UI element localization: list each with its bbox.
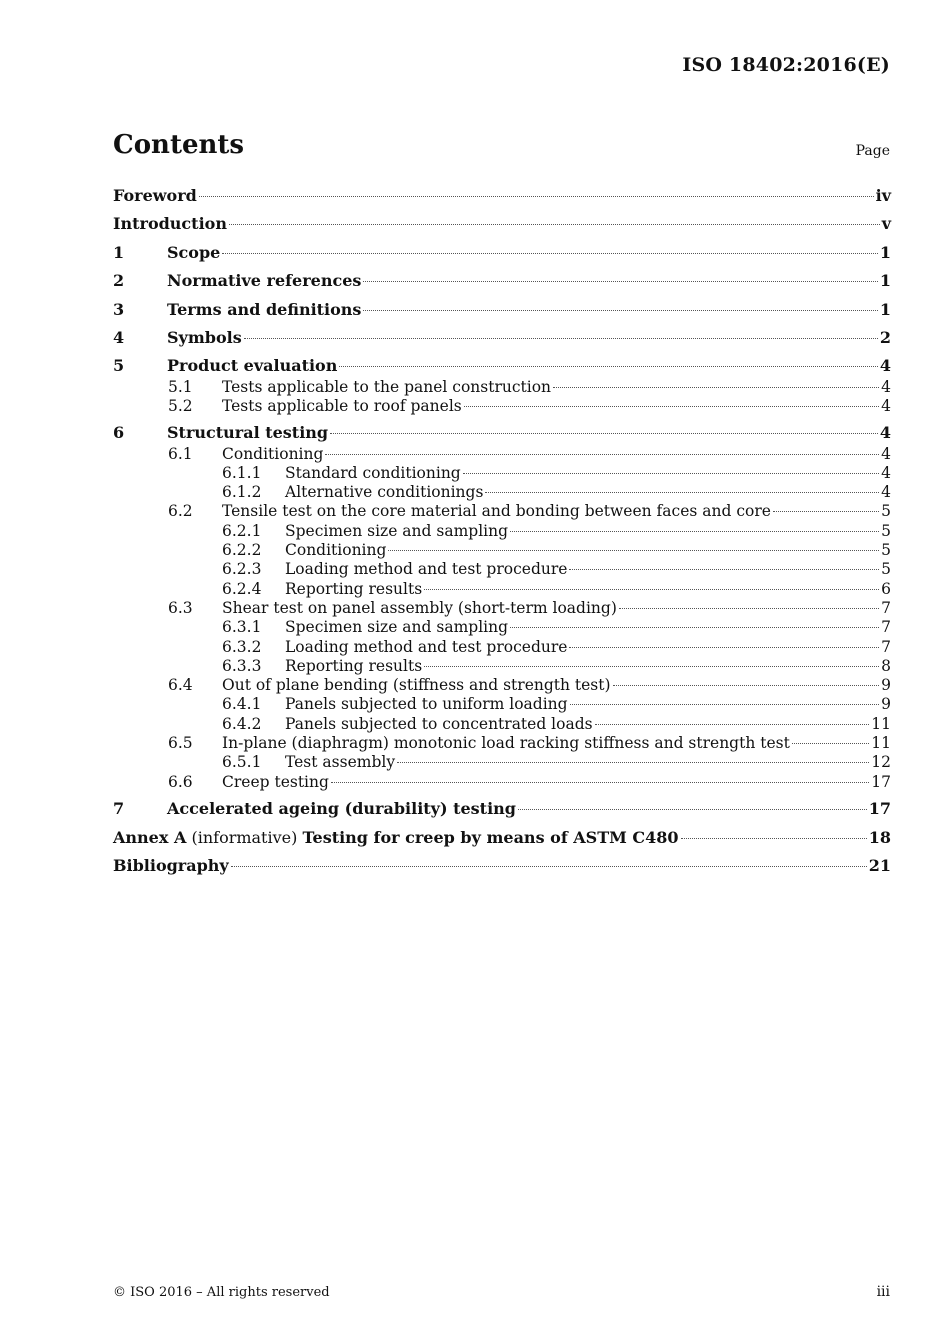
toc-entry-number: 6.4.1 [222, 695, 262, 713]
toc-entry[interactable] [113, 617, 891, 637]
toc-entry-page: 18 [868, 828, 891, 847]
toc-entry-number: 5.1 [168, 378, 193, 396]
toc-leader-dots [510, 530, 879, 532]
toc-entry[interactable] [113, 501, 891, 521]
toc-leader-dots [330, 432, 878, 434]
toc-entry-title: Foreword [113, 186, 197, 205]
toc-entry-page: 11 [871, 715, 891, 733]
copyright-notice: © ISO 2016 – All rights reserved [113, 1285, 330, 1300]
toc-leader-dots [231, 865, 867, 867]
toc-entry[interactable] [113, 559, 891, 579]
toc-entry-number: 2 [113, 271, 125, 290]
toc-entry-title: Specimen size and sampling [285, 522, 509, 540]
toc-entry-number: 6.6 [168, 773, 193, 791]
toc-entry[interactable] [113, 377, 891, 397]
toc-leader-dots [518, 808, 867, 810]
page-column-label: Page [855, 143, 890, 159]
toc-entry-number: 6.1 [168, 445, 193, 463]
toc-entry-page: 5 [881, 541, 891, 559]
toc-entry-number: 6.2.1 [222, 522, 262, 540]
toc-leader-dots [613, 684, 880, 686]
toc-leader-dots [619, 607, 879, 609]
toc-leader-dots [325, 453, 879, 455]
contents-title: Contents [113, 130, 245, 160]
toc-entry-number: 1 [113, 243, 125, 262]
toc-entry[interactable] [113, 579, 891, 599]
toc-leader-dots [773, 510, 879, 512]
toc-entry[interactable] [113, 772, 891, 792]
toc-leader-dots [388, 549, 879, 551]
toc-leader-dots [485, 491, 879, 493]
toc-entry-page: 17 [871, 773, 891, 791]
toc-entry-number: 6.2.2 [222, 541, 262, 559]
toc-leader-dots [424, 665, 879, 667]
toc-entry-title: Conditioning [222, 445, 324, 463]
toc-entry-title: Bibliography [113, 856, 229, 875]
toc-leader-dots [363, 280, 877, 282]
toc-leader-dots [595, 723, 870, 725]
toc-entry[interactable] [113, 214, 891, 234]
toc-entry-number: 4 [113, 328, 125, 347]
toc-entry-title: Normative references [167, 271, 362, 290]
toc-entry-page: 4 [879, 356, 891, 375]
toc-entry-number: 6.4.2 [222, 715, 262, 733]
toc-entry-title: Creep testing [222, 773, 329, 791]
toc-leader-dots [570, 703, 880, 705]
document-code: ISO 18402:2016(E) [682, 54, 890, 76]
toc-entry-title: Tensile test on the core material and bonding between faces and core [222, 502, 771, 520]
toc-entry-title: Symbols [167, 328, 242, 347]
toc-entry-title: Scope [167, 243, 221, 262]
toc-leader-dots [331, 781, 869, 783]
toc-entry[interactable] [113, 598, 891, 618]
toc-entry-title: Panels subjected to concentrated loads [285, 715, 593, 733]
toc-entry-title: Tests applicable to roof panels [222, 397, 462, 415]
toc-entry-page: 4 [881, 397, 891, 415]
toc-entry-title-part: (informative) [186, 828, 303, 847]
toc-entry[interactable] [113, 300, 891, 320]
toc-entry-number: 6.5.1 [222, 753, 262, 771]
toc-entry-title: Out of plane bending (stiffness and strength test) [222, 676, 611, 694]
toc-entry-title: Test assembly [285, 753, 396, 771]
toc-entry-title: Shear test on panel assembly (short-term loading) [222, 599, 617, 617]
toc-entry-page: 7 [881, 618, 891, 636]
toc-entry[interactable] [113, 637, 891, 657]
toc-entry[interactable] [113, 356, 891, 376]
toc-entry-number: 6.3.1 [222, 618, 262, 636]
toc-entry-title: Terms and definitions [167, 300, 362, 319]
toc-entry-title: Panels subjected to uniform loading [285, 695, 568, 713]
toc-entry-title: Reporting results [285, 657, 423, 675]
toc-leader-dots [244, 337, 878, 339]
toc-leader-dots [569, 646, 879, 648]
toc-leader-dots [424, 588, 879, 590]
toc-entry-page: 8 [881, 657, 891, 675]
toc-leader-dots [222, 252, 878, 254]
toc-entry-page: 4 [881, 378, 891, 396]
toc-entry[interactable] [113, 828, 891, 848]
toc-leader-dots [792, 742, 869, 744]
toc-entry-number: 7 [113, 799, 125, 818]
toc-entry[interactable] [113, 463, 891, 483]
toc-entry[interactable] [113, 186, 891, 206]
toc-entry-title: Alternative conditionings [285, 483, 484, 501]
toc-entry-page: 5 [881, 560, 891, 578]
toc-entry-number: 3 [113, 300, 125, 319]
toc-entry-number: 6.3 [168, 599, 193, 617]
toc-entry-title: Specimen size and sampling [285, 618, 509, 636]
toc-entry-page: 5 [881, 502, 891, 520]
toc-entry-page: iv [875, 186, 891, 205]
toc-entry-page: 12 [871, 753, 891, 771]
toc-entry-page: 4 [879, 423, 891, 442]
toc-entry-title: Product evaluation [167, 356, 338, 375]
toc-entry-title: Structural testing [167, 423, 329, 442]
toc-entry-page: 5 [881, 522, 891, 540]
toc-entry-page: 1 [879, 271, 891, 290]
toc-entry-title-part: Annex A [113, 828, 187, 847]
toc-entry-number: 6.3.3 [222, 657, 262, 675]
toc-leader-dots [339, 365, 878, 367]
toc-entry-page: 4 [881, 445, 891, 463]
toc-entry-page: 4 [881, 464, 891, 482]
page-number: iii [876, 1284, 890, 1300]
toc-entry[interactable] [113, 540, 891, 560]
toc-entry[interactable] [113, 675, 891, 695]
toc-entry-number: 5.2 [168, 397, 193, 415]
toc-entry[interactable] [113, 856, 891, 876]
toc-entry-page: v [881, 214, 891, 233]
toc-entry[interactable] [113, 482, 891, 502]
toc-entry-page: 1 [879, 243, 891, 262]
toc-entry-number: 6.1.1 [222, 464, 262, 482]
toc-leader-dots [569, 568, 879, 570]
toc-entry[interactable] [113, 271, 891, 291]
toc-entry-page: 7 [881, 599, 891, 617]
toc-entry-title: Introduction [113, 214, 227, 233]
toc-leader-dots [681, 837, 867, 839]
toc-entry[interactable] [113, 714, 891, 734]
toc-entry-page: 2 [879, 328, 891, 347]
toc-leader-dots [229, 223, 880, 225]
toc-entry[interactable] [113, 243, 891, 263]
toc-entry-number: 6.2 [168, 502, 193, 520]
toc-leader-dots [464, 405, 879, 407]
toc-entry[interactable] [113, 396, 891, 416]
toc-entry-page: 9 [881, 676, 891, 694]
toc-entry-page: 4 [881, 483, 891, 501]
toc-entry-page: 1 [879, 300, 891, 319]
toc-entry-title: Loading method and test procedure [285, 560, 568, 578]
toc-entry-title: Loading method and test procedure [285, 638, 568, 656]
toc-entry[interactable] [113, 694, 891, 714]
toc-leader-dots [510, 626, 879, 628]
toc-entry[interactable] [113, 444, 891, 464]
toc-entry-title-part: Testing for creep by means of ASTM C480 [302, 828, 679, 847]
toc-entry-page: 11 [871, 734, 891, 752]
toc-entry-page: 6 [881, 580, 891, 598]
toc-entry[interactable] [113, 423, 891, 443]
toc-entry-number: 6.4 [168, 676, 193, 694]
toc-leader-dots [553, 386, 879, 388]
toc-entry-title [113, 828, 679, 848]
toc-entry-title: Standard conditioning [285, 464, 461, 482]
toc-leader-dots [199, 195, 874, 197]
toc-entry-title: Conditioning [285, 541, 387, 559]
toc-entry[interactable] [113, 656, 891, 676]
toc-entry[interactable] [113, 733, 891, 753]
toc-entry-number: 6.2.3 [222, 560, 262, 578]
toc-entry-title: In-plane (diaphragm) monotonic load racking stiffness and strength test [222, 734, 790, 752]
toc-entry[interactable] [113, 752, 891, 772]
toc-entry-title: Tests applicable to the panel construction [222, 378, 552, 396]
toc-leader-dots [397, 761, 869, 763]
toc-entry-title: Accelerated ageing (durability) testing [167, 799, 516, 818]
toc-entry-page: 9 [881, 695, 891, 713]
toc-entry-page: 17 [868, 799, 891, 818]
toc-leader-dots [363, 309, 877, 311]
toc-entry-number: 6.5 [168, 734, 193, 752]
toc-entry-page: 7 [881, 638, 891, 656]
toc-entry[interactable] [113, 799, 891, 819]
toc-entry-number: 6.1.2 [222, 483, 262, 501]
toc-entry-number: 6 [113, 423, 125, 442]
toc-entry-number: 6.2.4 [222, 580, 262, 598]
toc-entry-number: 6.3.2 [222, 638, 262, 656]
toc-entry[interactable] [113, 521, 891, 541]
toc-entry-title: Reporting results [285, 580, 423, 598]
toc-entry-page: 21 [868, 856, 891, 875]
toc-entry-number: 5 [113, 356, 125, 375]
toc-leader-dots [463, 472, 879, 474]
toc-entry[interactable] [113, 328, 891, 348]
